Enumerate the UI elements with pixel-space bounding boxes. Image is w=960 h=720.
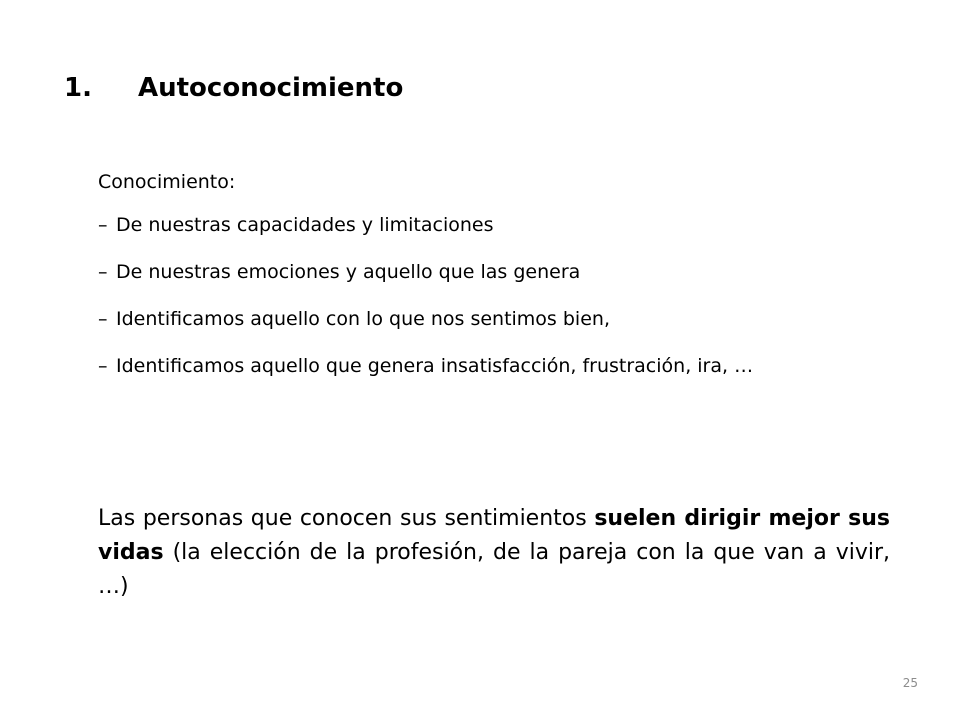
bullet-dash: – (98, 355, 108, 377)
bullet-text: De nuestras capacidades y limitaciones (116, 214, 494, 236)
heading-number: 1. (64, 73, 92, 103)
paragraph-bold-text: suelen dirigir mejor sus vidas (98, 506, 890, 565)
summary-paragraph (98, 502, 890, 604)
heading-title: Autoconocimiento (138, 73, 404, 103)
paragraph-text-end: (la elección de la profesión, de la pareja con la que van a vivir, …) (98, 540, 890, 599)
bullet-item (98, 304, 888, 334)
bullet-dash: – (98, 214, 108, 236)
bullet-item (98, 257, 888, 287)
bullet-list (98, 210, 888, 398)
bullet-text: De nuestras emociones y aquello que las genera (116, 261, 581, 283)
bullet-item (98, 210, 888, 240)
bullet-dash: – (98, 261, 108, 283)
intro-label: Conocimiento: (98, 171, 236, 193)
bullet-dash: – (98, 308, 108, 330)
bullet-text: Identificamos aquello que genera insatisfacción, frustración, ira, … (116, 355, 754, 377)
bullet-item (98, 351, 888, 381)
slide-heading (64, 70, 403, 106)
paragraph-text-start: Las personas que conocen sus sentimientos (98, 506, 595, 531)
bullet-text: Identificamos aquello con lo que nos sentimos bien, (116, 308, 610, 330)
page-number: 25 (902, 676, 918, 690)
